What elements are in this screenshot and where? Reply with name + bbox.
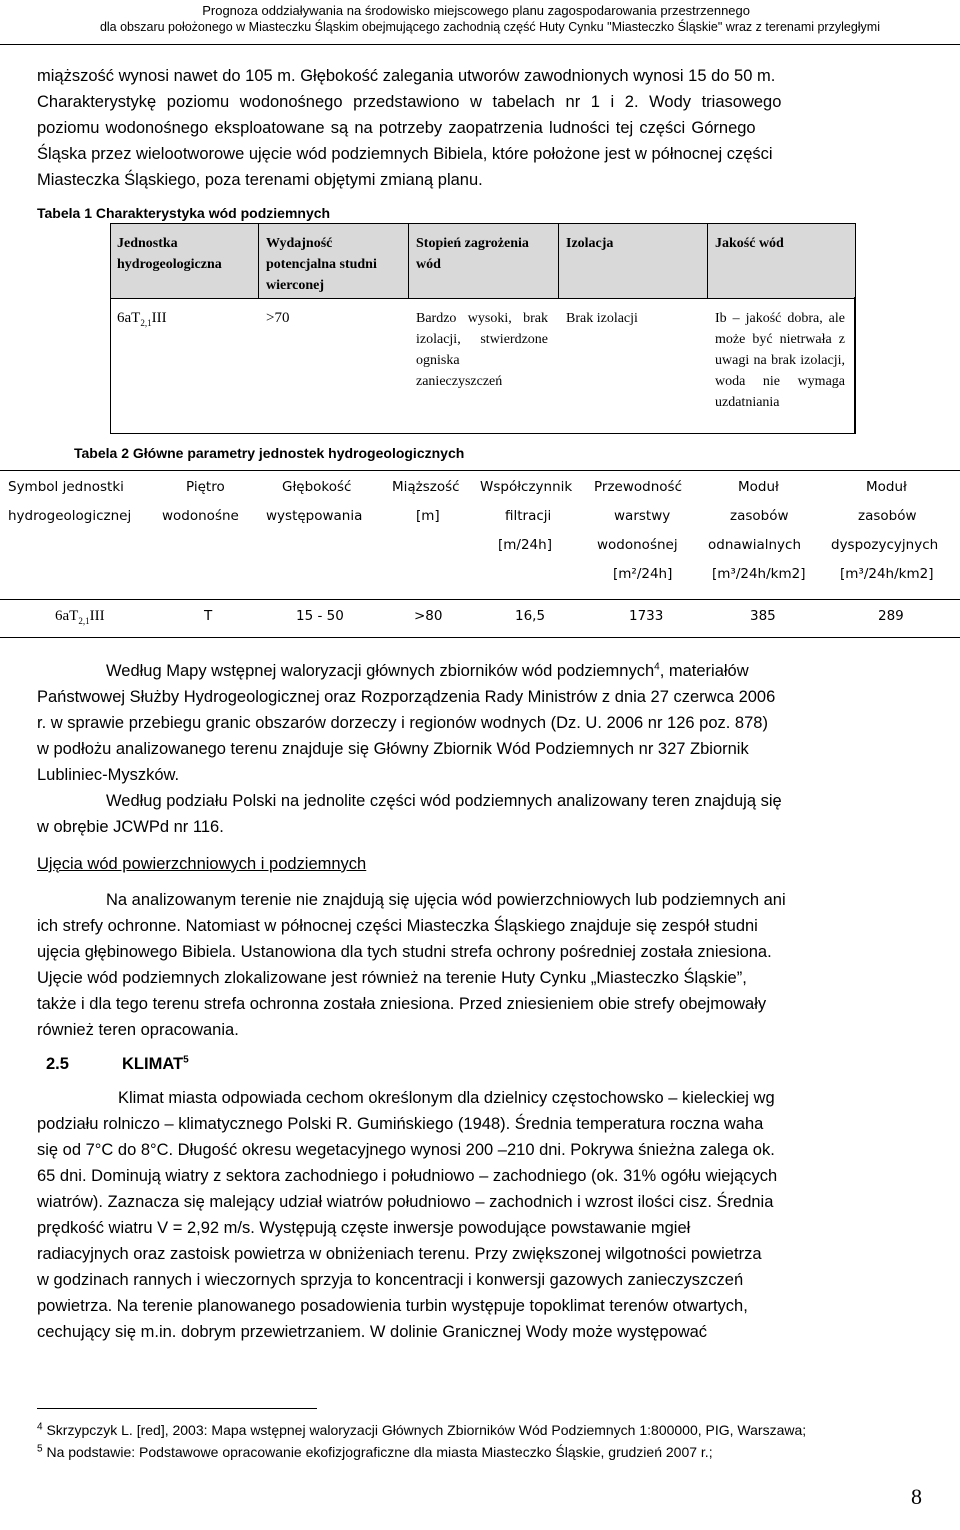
klimat-line-1: Klimat miasta odpowiada cechom określonym dla dzielnicy częstochowsko – kieleckiej wg xyxy=(118,1089,775,1107)
table2-header-prz-4: [m²/24h] xyxy=(613,566,673,582)
table2-header-wsp-2: filtracji xyxy=(505,508,552,524)
table2-row-pietro: T xyxy=(204,608,213,624)
table2-row-glebokosc: 15 - 50 xyxy=(296,608,344,624)
podzial-line-2: w obrębie JCWPd nr 116. xyxy=(37,818,224,836)
table1-header-threat: Stopień zagrożenia wód xyxy=(416,236,529,272)
table1-right-border xyxy=(854,297,855,434)
ujecia-line-3: ujęcia głębinowego Bibiela. Ustanowiona dla tych studni strefa ochrony pośredniej została zniesiona. xyxy=(37,943,772,961)
mapa-line-1: Według Mapy wstępnej waloryzacji głównych zbiorników wód podziemnych$^4$, materiałów xyxy=(106,661,749,680)
ujecia-line-1: Na analizowanym terenie nie znajdują się ujęcia wód powierzchniowych lub podziemnych ani xyxy=(106,891,786,909)
table2-row-prz: 1733 xyxy=(629,608,664,624)
table2-header-modo-3: odnawialnych xyxy=(708,537,801,553)
table2-top-border xyxy=(0,470,960,471)
ujecia-line-5: także i dla tego terenu strefa ochronna została zniesiona. Przed zniesieniem obie strefy obejmowały xyxy=(37,995,767,1013)
klimat-line-10: cechujący się m.in. dobrym przewietrzaniem. W dolinie Granicznej Wody może występować xyxy=(37,1323,708,1341)
page-number: 8 xyxy=(911,1484,922,1509)
table2-header-modd-4: [m³/24h/km2] xyxy=(840,566,934,582)
klimat-line-2: podziału rolniczo – klimatycznego Polski R. Gumińskiego (1948). Średnia temperatura roczna waha xyxy=(37,1115,764,1133)
klimat-line-7: radiacyjnych oraz zastoisk powietrza w obniżeniach terenu. Przy zwiększonej wilgotności powietrza xyxy=(37,1245,762,1263)
klimat-line-9: powietrza. Na terenie planowanego posadowienia turbin występuje topoklimat terenów otwartych, xyxy=(37,1297,748,1315)
table2-header-modd-3: dyspozycyjnych xyxy=(831,537,939,553)
table2-header-symbol-2: hydrogeologicznej xyxy=(8,508,132,524)
table2-header-miazszosc-1: Miąższość xyxy=(392,479,460,495)
table2-header-modo-2: zasobów xyxy=(730,508,789,524)
klimat-line-3: się od 7°C do 8°C. Długość okresu wegetacyjnego wynosi 200 –210 dni. Pokrywa śnieżna zalega ok. xyxy=(37,1141,775,1159)
table2-row-symbol: $6aT_{2,1}III$ xyxy=(55,608,105,626)
intro-line-4: Śląska przez wielootworowe ujęcie wód podziemnych Bibiela, które położone jest w północnej części xyxy=(37,145,773,163)
table2-header-glebokosc-1: Głębokość xyxy=(282,479,352,495)
mapa-line-5: Lubliniec-Myszków. xyxy=(37,766,180,784)
table2-row-wsp: 16,5 xyxy=(515,608,546,624)
mapa-line-2: Państwowej Służby Hydrogeologicznej oraz Rozporządzenia Rady Ministrów z dnia 27 czerwca 2006 xyxy=(37,688,776,706)
section-ujecia-title: Ujęcia wód powierzchniowych i podziemnych xyxy=(37,855,367,873)
table2-header-pietro-1: Piętro xyxy=(186,479,225,495)
table2-row-modo: 385 xyxy=(750,608,776,624)
table1-unit: $6aT_{2,1}III$ xyxy=(117,310,167,328)
table1-caption: Tabela 1 Charakterystyka wód podziemnych xyxy=(37,205,331,221)
footnote-4: $^4$ Skrzypczyk L. [red], 2003: Mapa wstępnej waloryzacji Głównych Zbiorników Wód Podziemnych 1:800000, PIG, Warszawa; xyxy=(37,1421,807,1438)
table2-header-miazszosc-2: [m] xyxy=(416,508,440,524)
table2-header-modo-1: Moduł xyxy=(738,479,779,495)
section-klimat-title: KLIMAT$^5$ xyxy=(122,1054,189,1073)
table2-header-pietro-2: wodonośne xyxy=(162,508,239,524)
table1-yield: >70 xyxy=(266,310,290,326)
table2-header-modd-1: Moduł xyxy=(866,479,907,495)
section-klimat-number: 2.5 xyxy=(46,1055,69,1073)
table1-header-quality: Jakość wód xyxy=(715,236,784,251)
table1-isolation: Brak izolacji xyxy=(566,311,638,326)
table2-header-prz-2: warstwy xyxy=(614,508,671,524)
table2-header-modd-2: zasobów xyxy=(858,508,917,524)
intro-line-2: Charakterystykę poziomu wodonośnego przedstawiono w tabelach nr 1 i 2. Wody triasowego xyxy=(37,93,782,111)
header-title-line1: Prognoza oddziaływania na środowisko miejscowego planu zagospodarowania przestrzennego xyxy=(202,3,750,18)
footnote-divider xyxy=(37,1408,317,1409)
table2-header-wsp-1: Współczynnik xyxy=(480,479,573,495)
podzial-line-1: Według podziału Polski na jednolite części wód podziemnych analizowany teren znajdują się xyxy=(106,792,782,810)
table2-header-glebokosc-2: występowania xyxy=(266,508,363,524)
header-title-line2: dla obszaru położonego w Miasteczku Śląskim obejmującego zachodnią część Huty Cynku "Miasteczko Śląskie" wraz z terenami przyległymi xyxy=(99,20,880,34)
ujecia-line-6: również teren opracowania. xyxy=(37,1021,239,1039)
mapa-line-4: w podłożu analizowanego terenu znajduje się Główny Zbiornik Wód Podziemnych nr 327 Zbiornik xyxy=(37,740,749,758)
klimat-line-4: 65 dni. Dominują wiatry z sektora zachodniego i południowo – zachodniego (ok. 31% ogółu wiejących xyxy=(37,1167,778,1185)
table2-header-modo-4: [m³/24h/km2] xyxy=(712,566,806,582)
intro-line-5: Miasteczka Śląskiego, poza terenami objętymi zmianą planu. xyxy=(37,171,483,189)
table1-header-isolation: Izolacja xyxy=(566,236,614,251)
klimat-line-8: w godzinach rannych i wieczornych sprzyja to koncentracji i konwersji gazowych zanieczyszczeń xyxy=(37,1271,744,1289)
table1-threat: Bardzo wysoki, brak izolacji, stwierdzone ogniska zanieczyszczeń xyxy=(416,311,548,389)
table2-header-prz-1: Przewodność xyxy=(594,479,682,495)
table2-header-prz-3: wodonośnej xyxy=(597,537,678,553)
intro-line-3: poziomu wodonośnego eksploatowane są na potrzeby zaopatrzenia ludności tej części Górnego xyxy=(37,119,756,137)
footnote-5: $^5$ Na podstawie: Podstawowe opracowanie ekofizjograficzne dla miasta Miasteczko Śląskie, grudzień 2007 r.; xyxy=(37,1443,713,1460)
table1-header-yield: Wydajność potencjalna studni wierconej xyxy=(266,236,377,293)
table1-quality: Ib – jakość dobra, ale może być nietrwała z uwagi na brak izolacji, woda nie wymaga uzdatniania xyxy=(715,311,845,410)
table2-caption: Tabela 2 Główne parametry jednostek hydrogeologicznych xyxy=(74,445,465,461)
intro-line-1: miąższość wynosi nawet do 105 m. Głębokość zalegania utworów zawodnionych wynosi 15 do 50 m. xyxy=(37,67,776,85)
header-divider xyxy=(0,44,960,45)
table1-header-unit: Jednostka hydrogeologiczna xyxy=(117,236,222,272)
table2-row-miazszosc: >80 xyxy=(414,608,443,624)
table2-header-bottom-border xyxy=(0,599,960,600)
table2-header-symbol-1: Symbol jednostki xyxy=(8,479,124,495)
mapa-line-3: r. w sprawie przebiegu granic obszarów dorzeczy i regionów wodnych (Dz. U. 2006 nr 126 poz. 878) xyxy=(37,714,768,732)
ujecia-line-2: ich strefy ochronne. Natomiast w północnej części Miasteczka Śląskiego znajduje się zespół studni xyxy=(37,917,758,935)
klimat-line-5: wiatrów). Zaznacza się malejący udział wiatrów południowo – zachodnich i wzrost ilości cisz. Średnia xyxy=(37,1193,774,1211)
table2-header-wsp-3: [m/24h] xyxy=(498,537,552,553)
table2-bottom-border xyxy=(0,637,960,638)
ujecia-line-4: Ujęcie wód podziemnych zlokalizowane jest również na terenie Huty Cynku „Miasteczko Śląskie”, xyxy=(37,969,747,987)
table2-row-modd: 289 xyxy=(878,608,904,624)
klimat-line-6: prędkość wiatru V = 2,92 m/s. Występują częste inwersje powodujące powstawanie mgieł xyxy=(37,1219,691,1237)
